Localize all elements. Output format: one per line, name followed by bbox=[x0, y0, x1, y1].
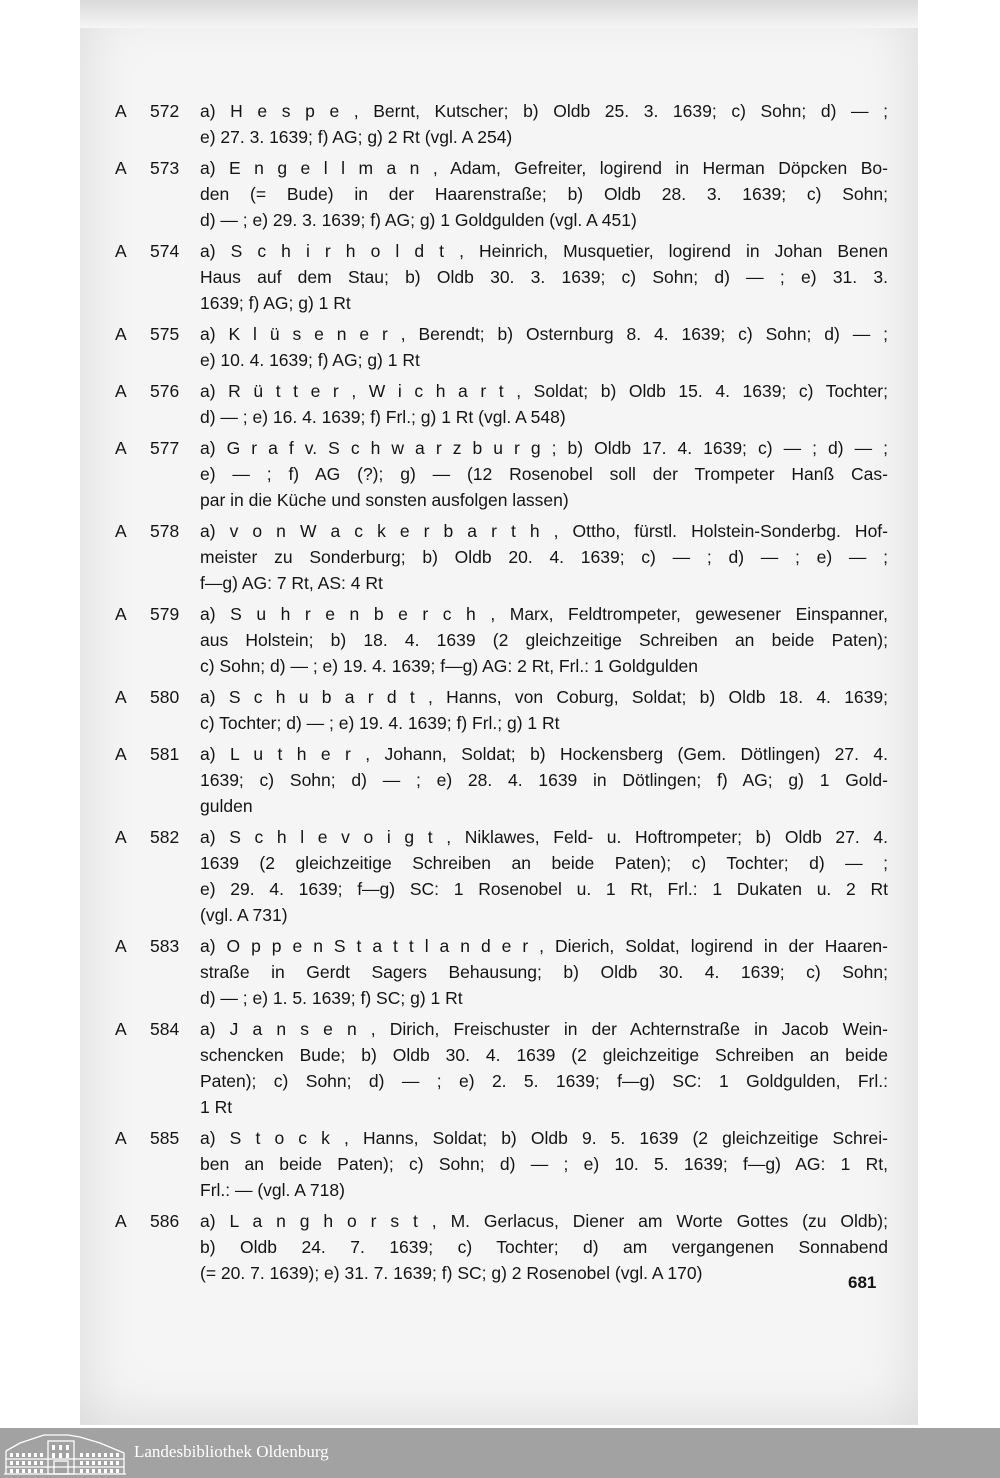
entry-text-line: a) K l ü s e n e r , Berendt; b) Osternburg 8. 4. 1639; c) Sohn; d) — ; bbox=[200, 324, 888, 344]
entry-number: 584 bbox=[150, 1019, 180, 1039]
entry-number: 574 bbox=[150, 241, 180, 261]
entry-number: 576 bbox=[150, 381, 180, 401]
library-name: Landesbibliothek Oldenburg bbox=[134, 1442, 329, 1461]
catalog-entry bbox=[112, 518, 888, 596]
entry-number: 581 bbox=[150, 744, 180, 764]
entry-text-line: a) S c h u b a r d t , Hanns, von Coburg, Soldat; b) Oldb 18. 4. 1639; bbox=[200, 687, 888, 707]
catalog-entry bbox=[112, 1016, 888, 1120]
entry-text-line: a) G r a f v. S c h w a r z b u r g ; b) Oldb 17. 4. 1639; c) — ; d) — ; bbox=[200, 438, 888, 458]
catalog-entry bbox=[112, 321, 888, 373]
entry-letter: A bbox=[115, 827, 127, 847]
entry-text-line: a) L a n g h o r s t , M. Gerlacus, Diener am Worte Gottes (zu Oldb); bbox=[200, 1211, 888, 1231]
entry-text-line: a) R ü t t e r , W i c h a r t , Soldat; b) Oldb 15. 4. 1639; c) Tochter; bbox=[200, 381, 888, 401]
entry-text-line: meister zu Sonderburg; b) Oldb 20. 4. 1639; c) — ; d) — ; e) — ; bbox=[200, 547, 888, 567]
entry-number: 582 bbox=[150, 827, 180, 847]
entry-text-line: c) Tochter; d) — ; e) 19. 4. 1639; f) Frl.; g) 1 Rt bbox=[200, 713, 560, 733]
entry-number: 573 bbox=[150, 158, 180, 178]
entry-letter: A bbox=[115, 1019, 127, 1039]
entry-letter: A bbox=[115, 1128, 127, 1148]
entry-text-line: a) L u t h e r , Johann, Soldat; b) Hockensberg (Gem. Dötlingen) 27. 4. bbox=[200, 744, 888, 764]
catalog-entry bbox=[112, 684, 888, 736]
entry-text-line: a) J a n s e n , Dirich, Freischuster in der Achternstraße in Jacob Wein- bbox=[200, 1019, 888, 1039]
entry-text-line: par in die Küche und sonsten ausfolgen lassen) bbox=[200, 490, 569, 510]
entry-number: 575 bbox=[150, 324, 180, 344]
entry-letter: A bbox=[115, 1211, 127, 1231]
entry-text-line: (vgl. A 731) bbox=[200, 905, 288, 925]
entry-text-line: straße in Gerdt Sagers Behausung; b) Oldb 30. 4. 1639; c) Sohn; bbox=[200, 962, 888, 982]
entry-letter: A bbox=[115, 936, 127, 956]
entry-text-line: Frl.: — (vgl. A 718) bbox=[200, 1180, 345, 1200]
entry-text-line: a) H e s p e , Bernt, Kutscher; b) Oldb 25. 3. 1639; c) Sohn; d) — ; bbox=[200, 101, 888, 121]
entry-text-line: e) 10. 4. 1639; f) AG; g) 1 Rt bbox=[200, 350, 420, 370]
catalog-entry bbox=[112, 378, 888, 430]
entry-text-line: a) E n g e l l m a n , Adam, Gefreiter, logirend in Herman Döpcken Bo- bbox=[200, 158, 888, 178]
entry-text-line: d) — ; e) 1. 5. 1639; f) SC; g) 1 Rt bbox=[200, 988, 463, 1008]
catalog-entry bbox=[112, 155, 888, 233]
entry-text-line: e) — ; f) AG (?); g) — (12 Rosenobel soll der Trompeter Hanß Cas- bbox=[200, 464, 888, 484]
entry-text-line: Haus auf dem Stau; b) Oldb 30. 3. 1639; c) Sohn; d) — ; e) 31. 3. bbox=[200, 267, 888, 287]
entry-list bbox=[112, 98, 888, 1291]
entry-letter: A bbox=[115, 521, 127, 541]
catalog-entry bbox=[112, 741, 888, 819]
entry-text-line: a) S t o c k , Hanns, Soldat; b) Oldb 9. 5. 1639 (2 gleichzeitige Schrei- bbox=[200, 1128, 888, 1148]
entry-text-line: b) Oldb 24. 7. 1639; c) Tochter; d) am vergangenen Sonnabend bbox=[200, 1237, 888, 1257]
entry-number: 583 bbox=[150, 936, 180, 956]
entry-number: 577 bbox=[150, 438, 180, 458]
entry-number: 580 bbox=[150, 687, 180, 707]
entry-letter: A bbox=[115, 241, 127, 261]
entry-text-line: (= 20. 7. 1639); e) 31. 7. 1639; f) SC; g) 2 Rosenobel (vgl. A 170) bbox=[200, 1263, 703, 1283]
entry-letter: A bbox=[115, 158, 127, 178]
entry-number: 586 bbox=[150, 1211, 180, 1231]
entry-text-line: 1639; f) AG; g) 1 Rt bbox=[200, 293, 351, 313]
entry-text-line: f—g) AG: 7 Rt, AS: 4 Rt bbox=[200, 573, 383, 593]
catalog-entry bbox=[112, 435, 888, 513]
entry-text-line: 1639; c) Sohn; d) — ; e) 28. 4. 1639 in Dötlingen; f) AG; g) 1 Gold- bbox=[200, 770, 888, 790]
entry-text-line: Paten); c) Sohn; d) — ; e) 2. 5. 1639; f—g) SC: 1 Goldgulden, Frl.: bbox=[200, 1071, 888, 1091]
entry-letter: A bbox=[115, 604, 127, 624]
entry-number: 579 bbox=[150, 604, 180, 624]
entry-text-line: 1639 (2 gleichzeitige Schreiben an beide Paten); c) Tochter; d) — ; bbox=[200, 853, 888, 873]
entry-text-line: den (= Bude) in der Haarenstraße; b) Oldb 28. 3. 1639; c) Sohn; bbox=[200, 184, 888, 204]
entry-letter: A bbox=[115, 101, 127, 121]
catalog-entry bbox=[112, 1125, 888, 1203]
catalog-entry bbox=[112, 824, 888, 928]
entry-text-line: a) S c h l e v o i g t , Niklawes, Feld- u. Hoftrompeter; b) Oldb 27. 4. bbox=[200, 827, 888, 847]
entry-letter: A bbox=[115, 744, 127, 764]
entry-text-line: e) 27. 3. 1639; f) AG; g) 2 Rt (vgl. A 254) bbox=[200, 127, 513, 147]
catalog-entry bbox=[112, 601, 888, 679]
page-number: 681 bbox=[848, 1273, 877, 1292]
entry-letter: A bbox=[115, 324, 127, 344]
entry-text-line: a) O p p e n S t a t t l a n d e r , Dierich, Soldat, logirend in der Haaren- bbox=[200, 936, 888, 956]
entry-number: 578 bbox=[150, 521, 180, 541]
entry-number: 572 bbox=[150, 101, 180, 121]
footer-bar bbox=[0, 1428, 1000, 1478]
catalog-entry bbox=[112, 1208, 888, 1286]
entry-text-line: gulden bbox=[200, 796, 253, 816]
entry-text-line: e) 29. 4. 1639; f—g) SC: 1 Rosenobel u. 1 Rt, Frl.: 1 Dukaten u. 2 Rt bbox=[200, 879, 888, 899]
entry-text-line: a) S c h i r h o l d t , Heinrich, Musquetier, logirend in Johan Benen bbox=[200, 241, 888, 261]
entry-letter: A bbox=[115, 438, 127, 458]
entry-number: 585 bbox=[150, 1128, 180, 1148]
entry-text-line: a) v o n W a c k e r b a r t h , Ottho, fürstl. Holstein-Sonderbg. Hof- bbox=[200, 521, 888, 541]
entry-letter: A bbox=[115, 381, 127, 401]
entry-text-line: c) Sohn; d) — ; e) 19. 4. 1639; f—g) AG: 2 Rt, Frl.: 1 Goldgulden bbox=[200, 656, 699, 676]
library-building-icon bbox=[4, 1431, 126, 1475]
entry-letter: A bbox=[115, 687, 127, 707]
entry-text-line: ben an beide Paten); c) Sohn; d) — ; e) 10. 5. 1639; f—g) AG: 1 Rt, bbox=[200, 1154, 888, 1174]
entry-text-line: schencken Bude; b) Oldb 30. 4. 1639 (2 gleichzeitige Schreiben an beide bbox=[200, 1045, 888, 1065]
catalog-entry bbox=[112, 98, 888, 150]
entry-text-line: d) — ; e) 16. 4. 1639; f) Frl.; g) 1 Rt (vgl. A 548) bbox=[200, 407, 566, 427]
entry-text-line: aus Holstein; b) 18. 4. 1639 (2 gleichzeitige Schreiben an beide Paten); bbox=[200, 630, 888, 650]
entry-text-line: 1 Rt bbox=[200, 1097, 233, 1117]
entry-text-line: d) — ; e) 29. 3. 1639; f) AG; g) 1 Goldgulden (vgl. A 451) bbox=[200, 210, 637, 230]
catalog-entry bbox=[112, 238, 888, 316]
catalog-entry bbox=[112, 933, 888, 1011]
entry-text-line: a) S u h r e n b e r c h , Marx, Feldtrompeter, gewesener Einspanner, bbox=[200, 604, 888, 624]
